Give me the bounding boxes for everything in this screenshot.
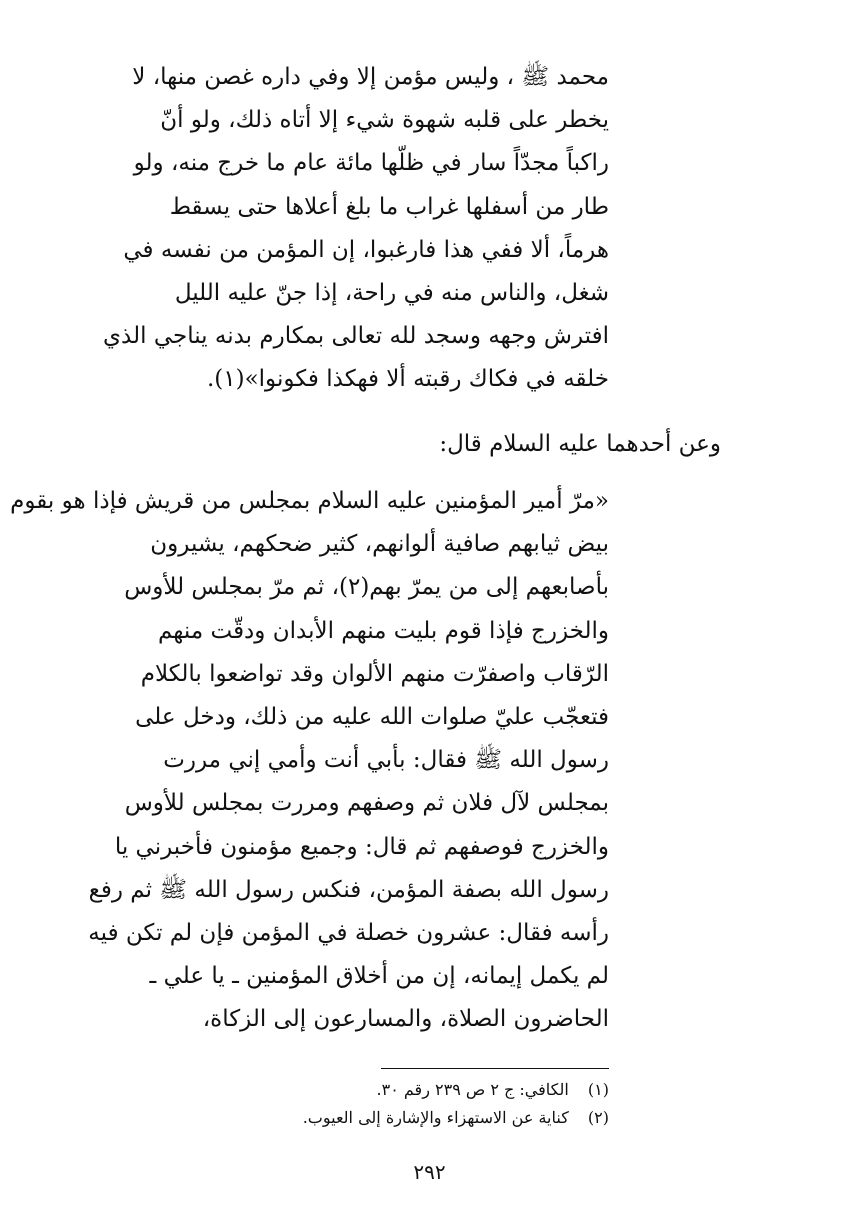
text-line: رسول الله بصفة المؤمن، فنكس رسول الله ﷺ ثم رفع	[88, 876, 609, 903]
text-line: راكباً مجدّاً سار في ظلّها مائة عام ما خرج منه، ولو	[133, 150, 609, 177]
text-line: لم يكمل إيمانه، إن من أخلاق المؤمنين ـ يا علي ـ	[149, 963, 609, 990]
text-line: يخطر على قلبه شهوة شيء إلا أتاه ذلك، ولو أنّ	[160, 107, 609, 134]
text-line: رسول الله ﷺ فقال: بأبي أنت وأمي إني مررت	[163, 747, 609, 774]
paragraph-narration	[10, 480, 609, 1041]
footnote-text: الكافي: ج ٢ ص ٢٣٩ رقم ٣٠.	[376, 1080, 569, 1099]
text-line: افترش وجهه وسجد لله تعالى بمكارم بدنه يناجي الذي	[103, 323, 609, 350]
footnote-divider	[381, 1068, 609, 1069]
text-line: هرماً، ألا ففي هذا فارغبوا، إن المؤمن من نفسه في	[123, 236, 609, 263]
text-line: بأصابعهم إلى من يمرّ بهم(٢)، ثم مرّ بمجلس للأوس	[124, 574, 609, 601]
narration-heading: وعن أحدهما عليه السلام قال:	[439, 431, 721, 457]
text-line: الرّقاب واصفرّت منهم الألوان وقد تواضعوا بالكلام	[140, 660, 609, 687]
text-line: «مرّ أمير المؤمنين عليه السلام بمجلس من قريش فإذا هو بقوم	[10, 488, 609, 514]
footnotes	[79, 1076, 609, 1132]
text-line: فتعجّب عليّ صلوات الله عليه من ذلك، ودخل على	[135, 703, 609, 730]
footnote-number: (١)	[587, 1080, 609, 1099]
text-line: بيض ثيابهم صافية ألوانهم، كثير ضحكهم، يشيرون	[150, 531, 609, 558]
text-line: طار من أسفلها غراب ما بلغ أعلاها حتى يسقط	[169, 193, 609, 220]
text-line: رأسه فقال: عشرون خصلة في المؤمن فإن لم تكن فيه	[88, 919, 609, 946]
text-line: الحاضرون الصلاة، والمسارعون إلى الزكاة،	[202, 1006, 609, 1033]
text-line: محمد ﷺ ، وليس مؤمن إلا وفي داره غصن منها، لا	[132, 64, 609, 90]
text-line: بمجلس لآل فلان ثم وصفهم ومررت بمجلس للأوس	[124, 790, 609, 817]
footnote-item	[79, 1104, 609, 1132]
text-line: والخزرج فوصفهم ثم قال: وجميع مؤمنون فأخبرني يا	[114, 833, 609, 860]
footnote-number: (٢)	[587, 1108, 609, 1127]
paragraph-continuation	[79, 56, 609, 402]
text-line: والخزرج فإذا قوم بليت منهم الأبدان ودقّت منهم	[158, 617, 609, 644]
footnote-item	[79, 1076, 609, 1104]
footnote-text: كناية عن الاستهزاء والإشارة إلى العيوب.	[302, 1108, 569, 1127]
text-line: خلقه في فكاك رقبته ألا فهكذا فكونوا»(١).	[206, 366, 609, 393]
text-line: شغل، والناس منه في راحة، إذا جنّ عليه الليل	[174, 279, 609, 306]
page-number: ٢٩٢	[413, 1160, 446, 1184]
